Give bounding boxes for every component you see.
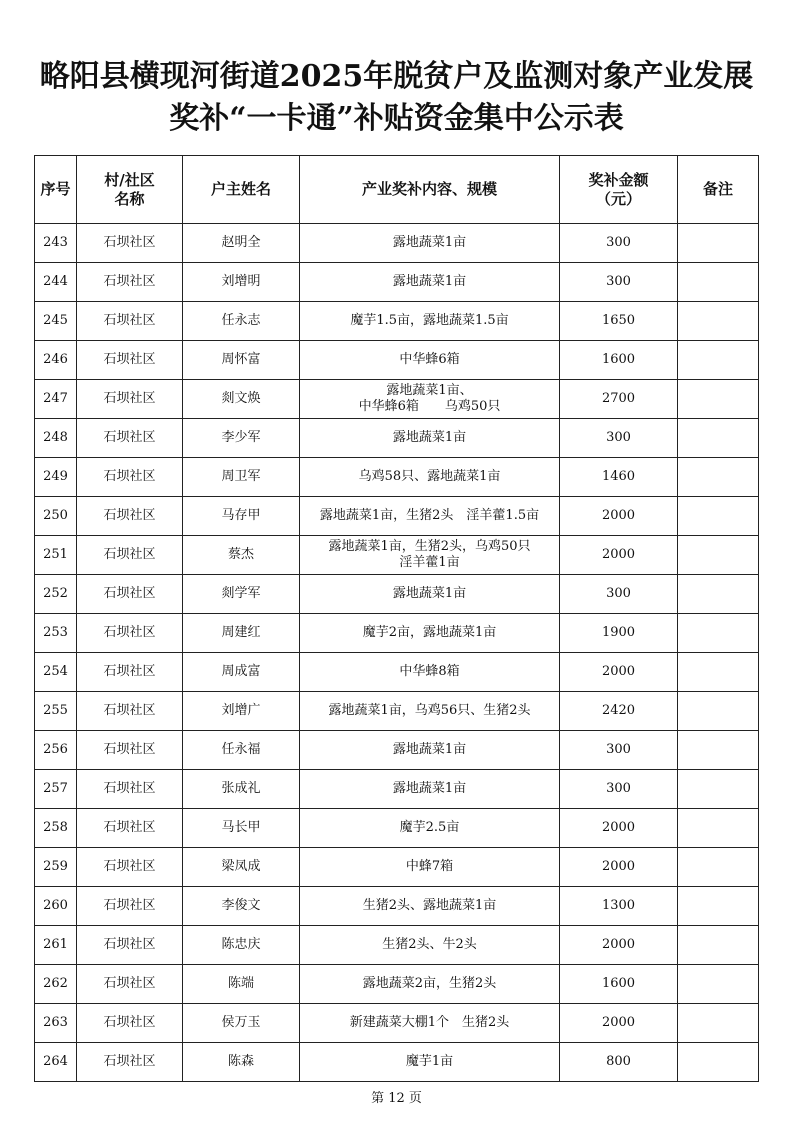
- cell-content-line: 露地蔬菜1亩: [392, 586, 467, 601]
- cell-seq: 263: [35, 1004, 77, 1043]
- cell-village: 石坝社区: [77, 263, 183, 302]
- cell-village: 石坝社区: [77, 224, 183, 263]
- cell-village: 石坝社区: [77, 887, 183, 926]
- cell-amount: 300: [560, 575, 678, 614]
- cell-note: [678, 224, 759, 263]
- cell-seq: 261: [35, 926, 77, 965]
- cell-content-line: 魔芋1.5亩，露地蔬菜1.5亩: [350, 313, 509, 328]
- cell-amount: 800: [560, 1043, 678, 1082]
- subsidy-table: [34, 155, 759, 1082]
- table-row: [35, 1043, 759, 1082]
- header-name: 户主姓名: [183, 156, 300, 224]
- cell-note: [678, 848, 759, 887]
- cell-amount: 300: [560, 731, 678, 770]
- cell-name: 周怀富: [183, 341, 300, 380]
- cell-seq: 262: [35, 965, 77, 1004]
- cell-content: [300, 575, 560, 614]
- cell-seq: 250: [35, 497, 77, 536]
- cell-content: [300, 536, 560, 575]
- table-row: [35, 887, 759, 926]
- cell-content: [300, 653, 560, 692]
- cell-village: 石坝社区: [77, 536, 183, 575]
- cell-seq: 257: [35, 770, 77, 809]
- cell-seq: 264: [35, 1043, 77, 1082]
- cell-content-line: 露地蔬菜1亩: [392, 742, 467, 757]
- cell-amount: 1600: [560, 965, 678, 1004]
- header-village: [77, 156, 183, 224]
- cell-seq: 244: [35, 263, 77, 302]
- cell-note: [678, 536, 759, 575]
- table-row: [35, 263, 759, 302]
- table-row: [35, 536, 759, 575]
- cell-content-line: 中蜂7箱: [405, 859, 454, 874]
- table-row: [35, 614, 759, 653]
- cell-content-line: 露地蔬菜1亩: [392, 430, 467, 445]
- table-row: [35, 770, 759, 809]
- cell-amount: 300: [560, 224, 678, 263]
- cell-content-line: 露地蔬菜1亩、: [386, 383, 473, 398]
- cell-note: [678, 887, 759, 926]
- cell-content-line: 魔芋1亩: [405, 1054, 454, 1069]
- cell-amount: 1300: [560, 887, 678, 926]
- cell-name: 陈忠庆: [183, 926, 300, 965]
- cell-content: [300, 224, 560, 263]
- cell-content: [300, 614, 560, 653]
- cell-content: [300, 1004, 560, 1043]
- cell-content: [300, 263, 560, 302]
- cell-amount: 2000: [560, 536, 678, 575]
- cell-note: [678, 380, 759, 419]
- cell-village: 石坝社区: [77, 770, 183, 809]
- cell-note: [678, 419, 759, 458]
- cell-content-line: 露地蔬菜1亩，生猪2头 淫羊藿1.5亩: [319, 508, 540, 523]
- cell-note: [678, 731, 759, 770]
- cell-amount: 2420: [560, 692, 678, 731]
- table-row: [35, 458, 759, 497]
- cell-note: [678, 965, 759, 1004]
- table-row: [35, 692, 759, 731]
- cell-name: 马长甲: [183, 809, 300, 848]
- cell-name: 侯万玉: [183, 1004, 300, 1043]
- table-row: [35, 1004, 759, 1043]
- cell-seq: 258: [35, 809, 77, 848]
- cell-content-line: 露地蔬菜1亩: [392, 781, 467, 796]
- cell-amount: 2000: [560, 497, 678, 536]
- table-row: [35, 380, 759, 419]
- cell-name: 刘增广: [183, 692, 300, 731]
- header-seq: 序号: [35, 156, 77, 224]
- cell-content: [300, 770, 560, 809]
- cell-name: 刘增明: [183, 263, 300, 302]
- cell-amount: 2000: [560, 1004, 678, 1043]
- cell-village: 石坝社区: [77, 380, 183, 419]
- cell-content-line: 露地蔬菜1亩: [392, 235, 467, 250]
- cell-amount: 300: [560, 263, 678, 302]
- cell-content-line: 魔芋2亩，露地蔬菜1亩: [362, 625, 497, 640]
- cell-content: [300, 380, 560, 419]
- header-amount-line-2: （元）: [595, 189, 641, 208]
- cell-content: [300, 497, 560, 536]
- cell-village: 石坝社区: [77, 614, 183, 653]
- page-number: 第 12 页: [371, 1091, 422, 1106]
- cell-content-line: 露地蔬菜2亩，生猪2头: [362, 976, 497, 991]
- cell-seq: 252: [35, 575, 77, 614]
- cell-content-line: 中华蜂8箱: [399, 664, 460, 679]
- cell-name: 周成富: [183, 653, 300, 692]
- cell-village: 石坝社区: [77, 731, 183, 770]
- cell-content-line: 乌鸡58只、露地蔬菜1亩: [358, 469, 501, 484]
- table-row: [35, 848, 759, 887]
- cell-seq: 243: [35, 224, 77, 263]
- cell-content: [300, 302, 560, 341]
- cell-name: 赵明全: [183, 224, 300, 263]
- cell-name: 任永福: [183, 731, 300, 770]
- table-row: [35, 497, 759, 536]
- cell-note: [678, 1004, 759, 1043]
- cell-content: [300, 341, 560, 380]
- cell-content: [300, 887, 560, 926]
- cell-content: [300, 692, 560, 731]
- cell-name: 梁凤成: [183, 848, 300, 887]
- cell-village: 石坝社区: [77, 848, 183, 887]
- cell-note: [678, 575, 759, 614]
- cell-name: 周卫军: [183, 458, 300, 497]
- document-title-line-1: 略阳县横现河街道2025年脱贫户及监测对象产业发展: [39, 59, 754, 94]
- cell-content-line: 魔芋2.5亩: [399, 820, 460, 835]
- cell-content-line: 中华蜂6箱: [399, 352, 460, 367]
- cell-village: 石坝社区: [77, 692, 183, 731]
- table-row: [35, 731, 759, 770]
- cell-seq: 260: [35, 887, 77, 926]
- cell-seq: 256: [35, 731, 77, 770]
- cell-seq: 259: [35, 848, 77, 887]
- table-row: [35, 926, 759, 965]
- cell-note: [678, 653, 759, 692]
- cell-village: 石坝社区: [77, 1004, 183, 1043]
- header-note: 备注: [678, 156, 759, 224]
- cell-village: 石坝社区: [77, 575, 183, 614]
- table-row: [35, 809, 759, 848]
- cell-village: 石坝社区: [77, 419, 183, 458]
- cell-seq: 251: [35, 536, 77, 575]
- cell-seq: 248: [35, 419, 77, 458]
- cell-content-line: 露地蔬菜1亩，生猪2头，乌鸡50只: [328, 539, 531, 554]
- cell-amount: 2000: [560, 809, 678, 848]
- cell-seq: 255: [35, 692, 77, 731]
- cell-content-line: 淫羊藿1亩: [399, 555, 460, 570]
- cell-seq: 254: [35, 653, 77, 692]
- cell-name: 张成礼: [183, 770, 300, 809]
- cell-note: [678, 458, 759, 497]
- header-village-line-2: 名称: [114, 189, 145, 208]
- cell-name: 马存甲: [183, 497, 300, 536]
- cell-seq: 247: [35, 380, 77, 419]
- cell-content-line: 露地蔬菜1亩: [392, 274, 467, 289]
- cell-content: [300, 1043, 560, 1082]
- cell-village: 石坝社区: [77, 653, 183, 692]
- document-title-line-2: 奖补“一卡通”补贴资金集中公示表: [169, 101, 624, 136]
- cell-village: 石坝社区: [77, 1043, 183, 1082]
- cell-village: 石坝社区: [77, 965, 183, 1004]
- cell-content: [300, 848, 560, 887]
- cell-name: 蔡杰: [183, 536, 300, 575]
- table-row: [35, 653, 759, 692]
- header-content: 产业奖补内容、规模: [300, 156, 560, 224]
- cell-name: 剡文焕: [183, 380, 300, 419]
- cell-name: 陈森: [183, 1043, 300, 1082]
- header-amount-line-1: 奖补金额: [588, 170, 649, 189]
- cell-content: [300, 965, 560, 1004]
- cell-name: 李俊文: [183, 887, 300, 926]
- cell-content-line: 露地蔬菜1亩，乌鸡56只、生猪2头: [328, 703, 531, 718]
- cell-note: [678, 809, 759, 848]
- table-row: [35, 224, 759, 263]
- cell-note: [678, 263, 759, 302]
- cell-seq: 253: [35, 614, 77, 653]
- cell-content: [300, 809, 560, 848]
- cell-amount: 300: [560, 419, 678, 458]
- cell-note: [678, 614, 759, 653]
- cell-name: 周建红: [183, 614, 300, 653]
- cell-note: [678, 770, 759, 809]
- cell-name: 任永志: [183, 302, 300, 341]
- cell-village: 石坝社区: [77, 341, 183, 380]
- cell-note: [678, 497, 759, 536]
- cell-amount: 2000: [560, 653, 678, 692]
- cell-content-line: 中华蜂6箱 乌鸡50只: [358, 399, 501, 414]
- cell-name: 剡学军: [183, 575, 300, 614]
- cell-seq: 246: [35, 341, 77, 380]
- table-header-row: [35, 156, 759, 224]
- cell-note: [678, 692, 759, 731]
- cell-note: [678, 1043, 759, 1082]
- cell-content-line: 生猪2头、牛2头: [382, 937, 477, 952]
- cell-note: [678, 302, 759, 341]
- cell-amount: 300: [560, 770, 678, 809]
- cell-content-line: 生猪2头、露地蔬菜1亩: [362, 898, 497, 913]
- cell-name: 陈端: [183, 965, 300, 1004]
- cell-amount: 1460: [560, 458, 678, 497]
- cell-content: [300, 419, 560, 458]
- cell-amount: 1600: [560, 341, 678, 380]
- table-row: [35, 575, 759, 614]
- cell-village: 石坝社区: [77, 809, 183, 848]
- cell-content: [300, 926, 560, 965]
- cell-name: 李少军: [183, 419, 300, 458]
- cell-amount: 1650: [560, 302, 678, 341]
- header-amount: [560, 156, 678, 224]
- table-row: [35, 419, 759, 458]
- cell-note: [678, 341, 759, 380]
- cell-village: 石坝社区: [77, 497, 183, 536]
- table-body: [35, 224, 759, 1082]
- cell-amount: 2000: [560, 848, 678, 887]
- cell-seq: 249: [35, 458, 77, 497]
- cell-content-line: 新建蔬菜大棚1个 生猪2头: [349, 1015, 510, 1030]
- table-row: [35, 302, 759, 341]
- cell-village: 石坝社区: [77, 458, 183, 497]
- cell-amount: 2000: [560, 926, 678, 965]
- header-village-line-1: 村/社区: [104, 170, 155, 189]
- cell-village: 石坝社区: [77, 302, 183, 341]
- cell-amount: 1900: [560, 614, 678, 653]
- cell-amount: 2700: [560, 380, 678, 419]
- cell-note: [678, 926, 759, 965]
- cell-seq: 245: [35, 302, 77, 341]
- table-row: [35, 965, 759, 1004]
- cell-village: 石坝社区: [77, 926, 183, 965]
- table-row: [35, 341, 759, 380]
- cell-content: [300, 731, 560, 770]
- cell-content: [300, 458, 560, 497]
